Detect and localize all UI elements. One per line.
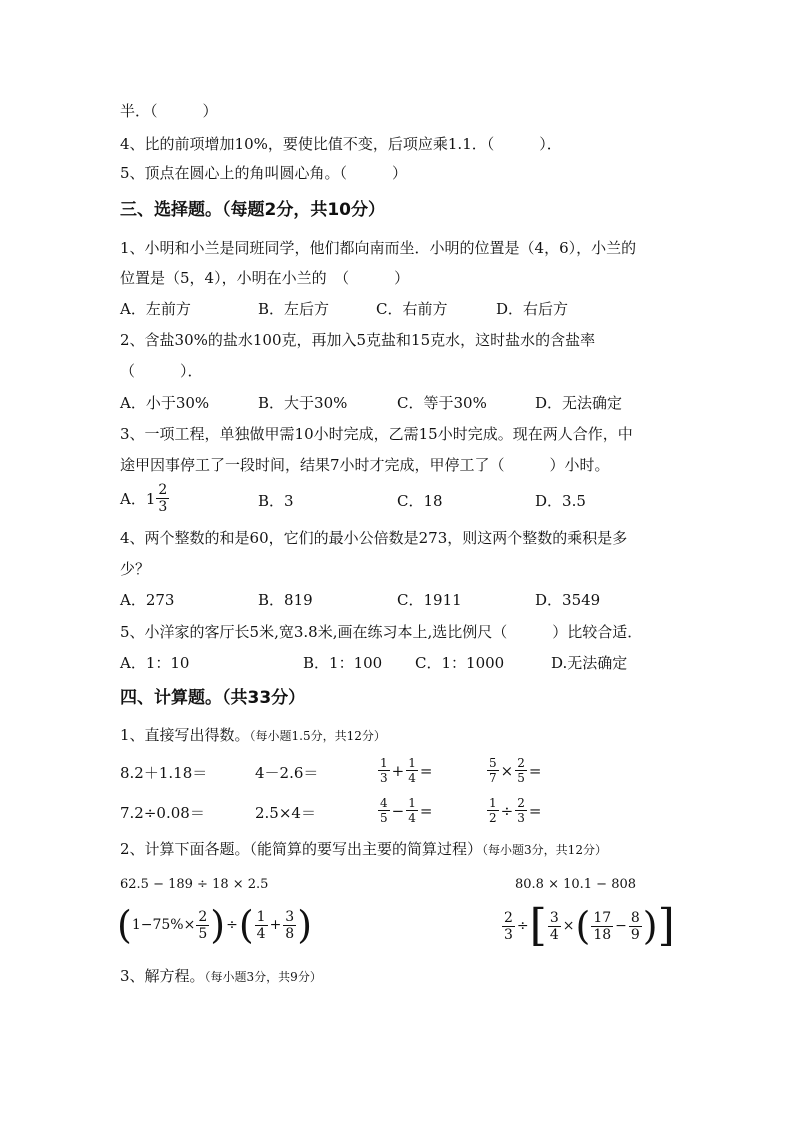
q2-option-b: B．大于30% (258, 394, 348, 412)
q1-option-d: D．右后方 (496, 300, 569, 318)
p2-title (120, 839, 607, 860)
q5-option-c: C．1：1000 (415, 654, 505, 672)
q4-line2: 少？ (120, 560, 151, 578)
q5-option-b: B．1：100 (303, 654, 383, 672)
p1-frac-2: $\frac{5}{7}$ × $\frac{2}{5}$ = (489, 756, 542, 785)
p2-expr-1: 62.5 − 189 ÷ 18 × 2.5 (120, 877, 269, 892)
q2-option-a: A．小于30% (120, 394, 210, 412)
q1-option-c: C．右前方 (376, 300, 448, 318)
q5-option-d: D.无法确定 (551, 654, 628, 672)
p1-frac-4: $\frac{1}{2}$ ÷ $\frac{2}{3}$ = (489, 796, 542, 825)
q3-option-b: B．3 (258, 492, 294, 510)
q3-option-d: D．3.5 (535, 492, 586, 510)
q4-option-a: A．273 (120, 591, 175, 609)
p3-title (120, 966, 322, 987)
p3-note: （每小题3分，共9分） (204, 970, 322, 984)
q2-line1: 2、含盐30%的盐水100克，再加入5克盐和15克水，这时盐水的含盐率 (120, 331, 596, 349)
judge-line-half: 半．（ ） (120, 102, 218, 120)
p1-title (120, 725, 386, 746)
q1-line2: 位置是（5，4），小明在小兰的 （ ） (120, 269, 410, 287)
p2-expr-3: ( 1−75%× $\frac{2}{5}$ ) ÷ ( $\frac{1}{4}$ + $\frac{3}{8}$ ) (117, 903, 313, 947)
q3-line1: 3、一项工程，单独做甲需10小时完成，乙需15小时完成。现在两人合作，中 (120, 425, 633, 443)
p3-title-text: 3、解方程。 (120, 967, 205, 985)
p2-expr-2: 80.8 × 10.1 − 808 (515, 877, 637, 892)
p1-r2-a: 7.2÷0.08＝ (120, 804, 205, 822)
q3-option-a-prefix: A．1 (120, 490, 156, 508)
p2-title-text: 2、计算下面各题。（能简算的要写出主要的简算过程） (120, 840, 483, 858)
p2-expr-4: $\frac{2}{3}$ ÷ [ $\frac{3}{4}$ × ( $\frac{17}{18}$ − $\frac{8}{9}$ ) ] (504, 900, 675, 951)
p1-frac-1: $\frac{1}{3}$ + $\frac{1}{4}$ = (380, 756, 433, 785)
q3-option-a-fraction: $\frac{2}{3}$ (158, 482, 168, 515)
q1-option-b: B．左后方 (258, 300, 330, 318)
p1-r1-b: 4－2.6＝ (255, 764, 319, 782)
q4-line1: 4、两个整数的和是60，它们的最小公倍数是273，则这两个整数的乘积是多 (120, 529, 628, 547)
q5-line1: 5、小洋家的客厅长5米,宽3.8米,画在练习本上,选比例尺（ ）比较合适． (120, 623, 643, 641)
section4-heading: 四、计算题。（共33分） (120, 688, 306, 708)
p1-r2-b: 2.5×4＝ (255, 804, 316, 822)
q3-option-c: C．18 (397, 492, 443, 510)
p1-title-text: 1、直接写出得数。 (120, 726, 250, 744)
q2-line2: （ ）． (120, 362, 203, 380)
q3-line2: 途甲因事停工了一段时间，结果7小时才完成，甲停工了（ ）小时。 (120, 456, 610, 474)
q5-option-a: A．1：10 (120, 654, 190, 672)
q3-option-a (120, 482, 170, 515)
q2-option-c: C．等于30% (397, 394, 487, 412)
p1-frac-3: $\frac{4}{5}$ − $\frac{1}{4}$ = (380, 796, 433, 825)
section3-heading: 三、选择题。（每题2分，共10分） (120, 200, 385, 220)
q4-option-b: B．819 (258, 591, 313, 609)
q4-option-d: D．3549 (535, 591, 601, 609)
q2-option-d: D．无法确定 (535, 394, 623, 412)
q1-option-a: A．左前方 (120, 300, 191, 318)
p1-note: （每小题1.5分，共12分） (249, 729, 386, 743)
p2-note: （每小题3分，共12分） (482, 843, 607, 857)
q1-line1: 1、小明和小兰是同班同学，他们都向南而坐．小明的位置是（4，6），小兰的 (120, 239, 637, 257)
judge-item-5: 5、顶点在圆心上的角叫圆心角。（ ） (120, 164, 408, 182)
q4-option-c: C．1911 (397, 591, 462, 609)
p1-r1-a: 8.2＋1.18＝ (120, 764, 208, 782)
judge-item-4: 4、比的前项增加10%，要使比值不变，后项应乘1.1．（ ）． (120, 135, 562, 153)
